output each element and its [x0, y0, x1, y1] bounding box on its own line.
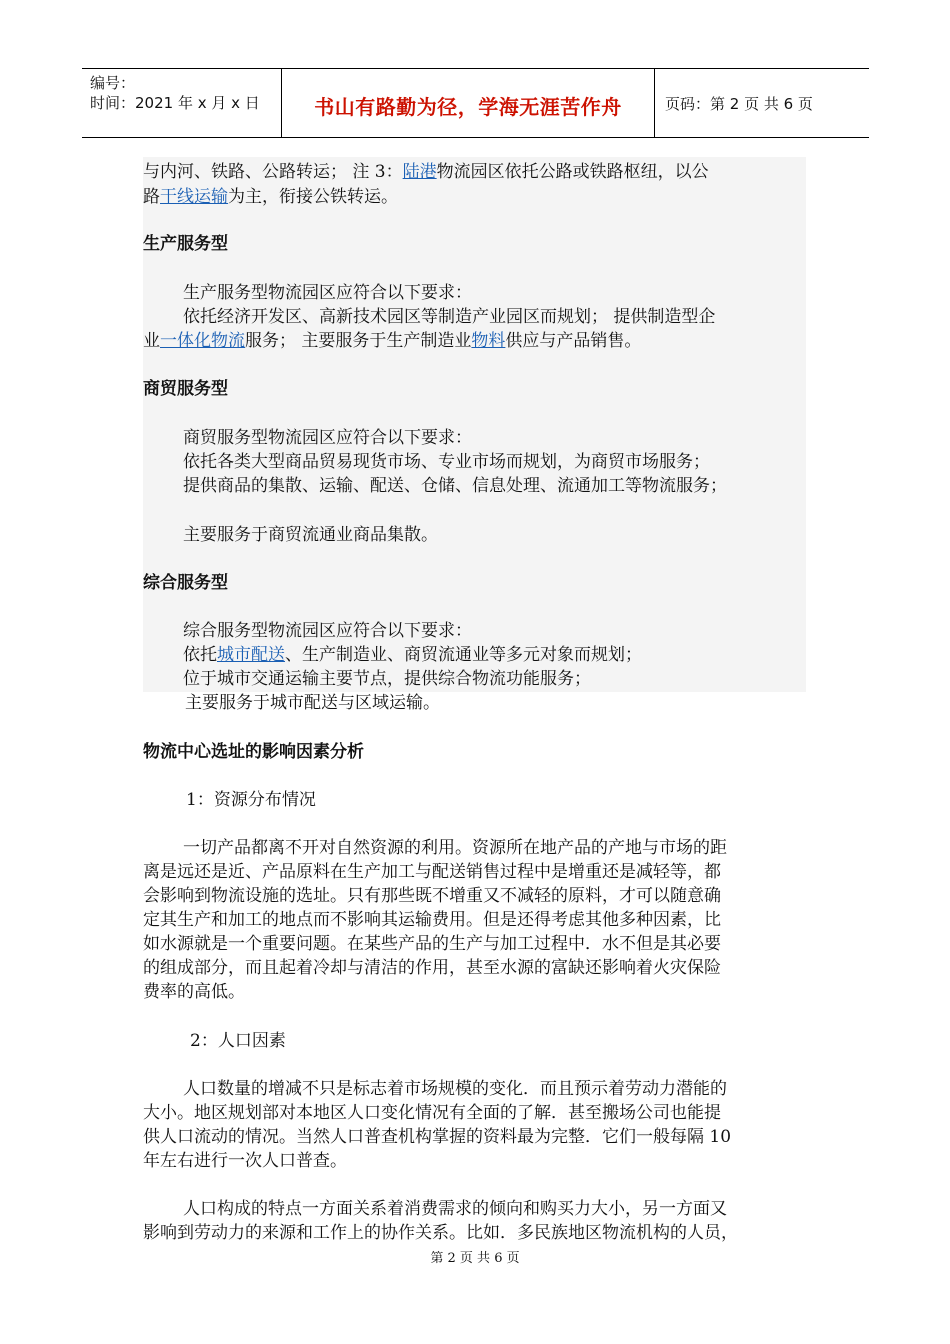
text-span: 、生产制造业、商贸流通业等多元对象而规划；: [285, 645, 642, 665]
paragraph-line: 年左右进行一次人口普查。: [143, 1151, 347, 1171]
paragraph-line: 供人口流动的情况。当然人口普查机构掌握的资料最为完整．它们一般每隔 10: [143, 1127, 732, 1147]
production-requirement-intro: 生产服务型物流园区应符合以下要求：: [183, 283, 472, 303]
link-integrated-logistics[interactable]: 一体化物流: [160, 331, 245, 351]
paragraph-line: 费率的高低。: [143, 982, 245, 1002]
paragraph-line: 离是远还是近、产品原料在生产加工与配送销售过程中是增重还是减轻等，都: [143, 862, 721, 882]
page-footer: 第 2 页 共 6 页: [430, 1251, 520, 1266]
trade-requirement-line: 主要服务于商贸流通业商品集散。: [183, 525, 438, 545]
text-span: 为主，衔接公铁转运。: [228, 187, 398, 207]
paragraph-line: 一切产品都离不开对自然资源的利用。资源所在地产品的产地与市场的距: [183, 838, 727, 858]
text-span: 与内河、铁路、公路转运； 注 3：: [143, 162, 403, 182]
text-span: 路: [143, 187, 160, 207]
link-city-distribution[interactable]: 城市配送: [217, 645, 285, 665]
paragraph-line: 的组成部分，而且起着冷却与清洁的作用，甚至水源的富缺还影响着火灾保险: [143, 958, 721, 978]
page-code: 页码：第 2 页 共 6 页: [665, 95, 813, 113]
comprehensive-requirement-line: [183, 643, 642, 668]
text-span: 供应与产品销售。: [505, 331, 642, 351]
paragraph-line: [143, 160, 709, 185]
trade-requirement-line: 依托各类大型商品贸易现货市场、专业市场而规划，为商贸市场服务；: [183, 452, 710, 472]
comprehensive-requirement-line: 主要服务于城市配送与区域运输。: [185, 693, 440, 713]
heading-trade-service: 商贸服务型: [143, 379, 228, 399]
header-page-cell: [655, 69, 869, 137]
paragraph-line: 定其生产和加工的地点而不影响其运输费用。但是还得考虑其他多种因素，比: [143, 910, 721, 930]
link-materials[interactable]: 物料: [471, 331, 506, 351]
text-span: 服务； 主要服务于生产制造业: [245, 331, 472, 351]
trade-requirement-line: 提供商品的集散、运输、配送、仓储、信息处理、流通加工等物流服务；: [183, 476, 727, 496]
paragraph-line: 人口数量的增减不只是标志着市场规模的变化．而且预示着劳动力潜能的: [183, 1079, 727, 1099]
production-requirement-line: 依托经济开发区、高新技术园区等制造产业园区而规划； 提供制造型企: [183, 307, 716, 327]
paragraph-line: 大小。地区规划部对本地区人口变化情况有全面的了解．甚至搬场公司也能提: [143, 1103, 721, 1123]
paragraph-line: 如水源就是一个重要问题。在某些产品的生产与加工过程中．水不但是其必要: [143, 934, 721, 954]
text-span: 依托: [183, 645, 217, 665]
link-land-port[interactable]: 陆港: [402, 162, 437, 182]
document-header: [82, 68, 869, 138]
shaded-section-background: [143, 157, 806, 692]
link-trunk-transport[interactable]: 干线运输: [160, 187, 228, 207]
motto: 书山有路勤为径，学海无涯苦作舟: [314, 95, 622, 119]
comprehensive-requirement-line: 位于城市交通运输主要节点，提供综合物流功能服务；: [183, 669, 591, 689]
paragraph-line: 人口构成的特点一方面关系着消费需求的倾向和购买力大小，另一方面又: [183, 1199, 727, 1219]
heading-production-service: 生产服务型: [143, 234, 228, 254]
heading-comprehensive-service: 综合服务型: [143, 573, 228, 593]
text-span: 业: [143, 331, 160, 351]
section-population-title: 2：人口因素: [190, 1031, 286, 1051]
paragraph-line: 会影响到物流设施的选址。只有那些既不增重又不减轻的原料，才可以随意确: [143, 886, 721, 906]
paragraph-line: [143, 185, 398, 210]
text-span: 物流园区依托公路或铁路枢纽，以公: [436, 162, 709, 182]
time-label: 时间：2021 年 x 月 x 日: [90, 94, 260, 112]
paragraph-line: 影响到劳动力的来源和工作上的协作关系。比如．多民族地区物流机构的人员，: [143, 1223, 738, 1243]
heading-location-factors: 物流中心选址的影响因素分析: [143, 742, 364, 762]
header-motto-cell: [282, 69, 655, 137]
section-resource-title: 1：资源分布情况: [186, 790, 316, 810]
number-label: 编号：: [90, 74, 136, 92]
trade-requirement-intro: 商贸服务型物流园区应符合以下要求：: [183, 428, 472, 448]
production-requirement-line: [143, 329, 641, 354]
comprehensive-requirement-intro: 综合服务型物流园区应符合以下要求：: [183, 621, 472, 641]
header-meta-cell: [82, 69, 282, 137]
